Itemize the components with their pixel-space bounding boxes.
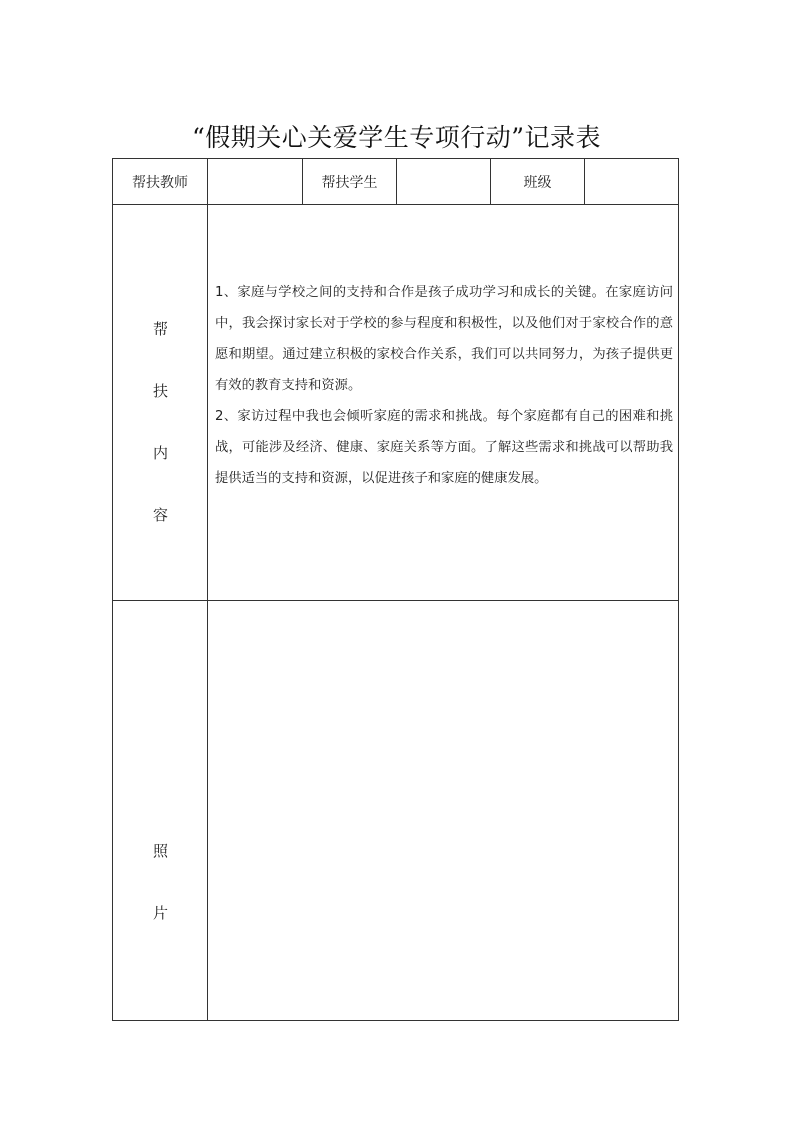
photo-area[interactable] [208,601,678,1020]
assistance-content [215,277,673,494]
teacher-value-field[interactable] [208,159,302,205]
content-label-char: 扶 [152,382,168,400]
class-value-field[interactable] [585,159,678,205]
record-table [112,158,679,1021]
photo-section-label [113,841,208,923]
student-label: 帮扶学生 [321,175,378,191]
content-label-char: 内 [152,444,168,462]
class-label: 班级 [523,175,552,191]
student-value-field[interactable] [397,159,490,205]
teacher-label: 帮扶教师 [132,175,188,191]
document-title: “假期关心关爱学生专项行动”记录表 [191,123,602,152]
photo-label-char: 片 [152,904,168,922]
content-paragraph-1: 1、家庭与学校之间的支持和合作是孩子成功学习和成长的关键。在家庭访问中，我会探讨家长对于学校的参与程度和积极性，以及他们对于家校合作的意愿和期望。通过建立积极的家校合作关系，我们可以共同努力，为孩子提供更有效的教育支持和资源。 [215,285,673,393]
content-section-label [113,319,208,525]
content-label-char: 帮 [152,320,168,338]
content-label-char: 容 [152,506,168,524]
content-paragraph-2: 2、家访过程中我也会倾听家庭的需求和挑战。每个家庭都有自己的困难和挑战，可能涉及经济、健康、家庭关系等方面。了解这些需求和挑战可以帮助我提供适当的支持和资源，以促进孩子和家庭的健康发展。 [215,409,673,486]
photo-label-char: 照 [152,842,168,860]
